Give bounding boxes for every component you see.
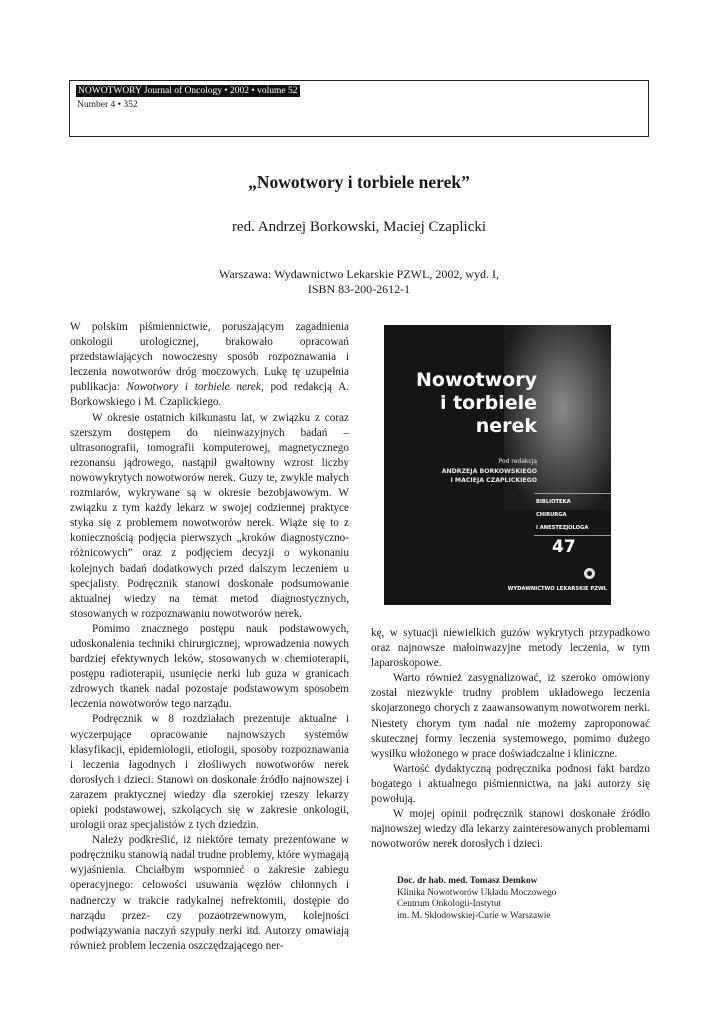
paragraph-5: Należy podkreślić, iż niektóre tematy prezentowane w podręczniku stanowią nadal trudne problemy, które wymagają wyjaśnienia. Chciałbym wspomnieć o zakresie zabiegu operacyjnego: celowości usuwania węzłów chłonnych i nadnerczy w trakcie radykalnej nefrektomii, dostępie do narządu przez- czy pozaotrzewnowym, kolejności podwiązywania naczyń szypuły nerki itd. Autorzy omawiają również problem leczenia oszczędzającego ner- xyxy=(70,834,349,952)
paragraph-1: W polskim piśmiennictwie, poruszającym zagadnienia onkologii urologicznej, brakowało opracowań przedstawiających nowoczesny sposób rozpoznawania i leczenia nowotworów dróg moczowych. Lukę tę uzupełnia publikacja: Nowotwory i torbiele nerek, pod redakcją A. Borkowskiego i M. Czaplickiego. xyxy=(70,321,349,409)
paragraph-8: Wartość dydaktyczną podręcznika podnosi fakt bardzo bogatego i aktualnego piśmiennictwa, na jaki autorzy się powołują. xyxy=(371,762,650,806)
cover-divider xyxy=(534,493,611,494)
reviewer-signature xyxy=(397,876,556,922)
book-title-italic: Nowotwory i torbiele nerek, xyxy=(126,381,264,394)
journal-title-line: NOWOTWORY Journal of Oncology • 2002 • volume 52 xyxy=(78,86,298,96)
reviewer-affiliation-2: Centrum Onkologii-Instytut xyxy=(397,899,502,909)
reviewer-affiliation-1: Klinika Nowotworów Układu Moczowego xyxy=(397,887,557,898)
cover-series: BIBLIOTEKA CHIRURGA I ANESTEZJOLOGA xyxy=(536,499,589,531)
paragraph-3: Pomimo znacznego postępu nauk podstawowych, udoskonalenia techniki chirurgicznej, wprowadzenia nowych bardziej efektywnych leków, stosowanych w chemioterapii, postępu radioterapii, usunięcie nerki lub guza w granicach zdrowych tkanek nadal pozostaje podstawowym sposobem leczenia nowotworów tego narządu. xyxy=(70,622,349,711)
paragraph-4: Podręcznik w 8 rozdziałach prezentuje aktualne i wyczerpujące opracowanie najnowszych systemów klasyfikacji, epidemiologii, etiologii, sposoby rozpoznawania i leczenia łagodnych i złośliwych nowotworów nerek dorosłych i dzieci. Stanowi on doskonałe źródło najnowszej i zarazem praktycznej wiedzy dla szerokiej rzeszy lekarzy opieki podstawowej, szkolących się w zakresie onkologii, urologii oraz specjalistów z tych dziedzin. xyxy=(70,713,349,832)
cover-editors: Pod redakcją ANDRZEJA BORKOWSKIEGO I MACIEJA CZAPLICKIEGO xyxy=(441,458,537,484)
right-column xyxy=(371,626,650,852)
publisher-line: Warszawa: Wydawnictwo Lekarskie PZWL, 2002, wyd. I, xyxy=(218,267,499,281)
cover-divider xyxy=(534,535,611,536)
journal-header-box xyxy=(69,80,649,137)
reviewer-affiliation-3: im. M. Skłodowskiej-Curie w Warszawie xyxy=(397,910,551,921)
cover-title: Nowotwory i torbiele nerek xyxy=(415,369,537,437)
reviewer-name: Doc. dr hab. med. Tomasz Demkow xyxy=(397,876,538,886)
publication-info xyxy=(0,267,718,297)
paragraph-6: kę, w sytuacji niewielkich guzów wykrytych przypadkowo oraz najnowsze małoinwazyjne metody leczenia, w tym laparoskopowe. xyxy=(371,627,650,670)
cover-publisher: WYDAWNICTWO LEKARSKIE PZWL xyxy=(507,586,607,592)
cover-volume-number: 47 xyxy=(552,537,576,557)
isbn-line: ISBN 83-200-2612-1 xyxy=(307,282,411,296)
paragraph-2: W okresie ostatnich kilkunastu lat, w związku z coraz szerszym dostępem do nieinwazyjnych badań – ultrasonografii, tomografii komputerowej, magnetycznego rezonansu jądrowego, nastąpił gwałtowny wzrost liczby nowowykrytych nowotworów nerek. Guzy te, zwykle małych rozmiarów, wykrywane są w okresie bezobjawowym. W związku z tym każdy lekarz w swojej codziennej praktyce styka się z problemem nowotworów nerek. Wiąże się to z koniecznością podjęcia pierwszych „kroków diagnostyczno-różnicowych” oraz z podjęciem decyzji o wykonaniu kolejnych badań dodatkowych przed dalszym leczeniem u specjalisty. Podręcznik stanowi doskonałe podsumowanie aktualnej wiedzy na temat metod diagnostycznych, stosowanych w rozpoznawaniu nowotworów nerek. xyxy=(70,411,349,620)
paragraph-7: Warto również zasygnalizować, iż szeroko omówiony został niezwykle trudny problem układowego leczenia skojarzonego chorych z zaawansowanym nowotworem nerki. Niestety chorym tym nadal nie możemy zaproponować skutecznej formy leczenia systemowego, pomimo dużego wysiłku włożonego w prace doświadczalne i kliniczne. xyxy=(371,672,650,760)
book-cover-image xyxy=(384,325,611,605)
publisher-logo-icon xyxy=(584,568,595,579)
paragraph-9: W mojej opinii podręcznik stanowi doskonałe źródło najnowszej wiedzy dla lekarzy zainteresowanych problemami nowotworów nerek dorosłych i dzieci. xyxy=(371,808,650,851)
article-title: „Nowotwory i torbiele nerek” xyxy=(248,172,470,192)
left-column xyxy=(70,320,349,954)
article-editors: red. Andrzej Borkowski, Maciej Czaplicki xyxy=(231,219,487,235)
issue-number-line: Number 4 • 352 xyxy=(77,100,138,110)
